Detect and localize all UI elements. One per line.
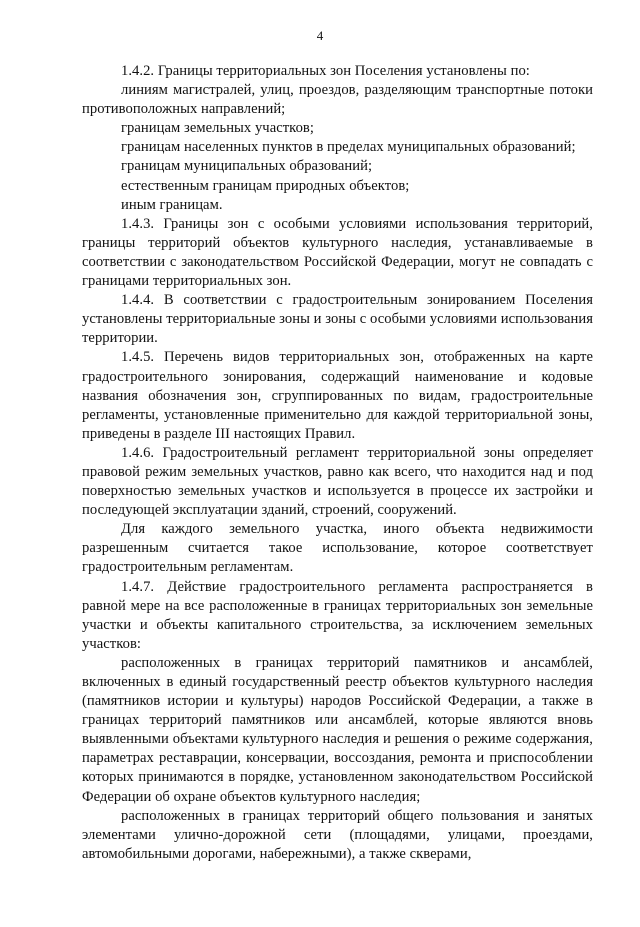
page-number: 4 xyxy=(316,28,324,43)
list-item-land-plots: границам земельных участков; xyxy=(121,120,314,137)
document-body xyxy=(82,62,593,864)
list-item-highways: линиям магистралей, улиц, проездов, разделяющим транспортные потоки противоположных направлений; xyxy=(82,82,593,118)
paragraph-permitted-use: Для каждого земельного участка, иного объекта недвижимости разрешенным считается такое использование, которое соответствует градостроительным регламентам. xyxy=(82,521,593,576)
list-item-municipal: границам муниципальных образований; xyxy=(121,158,373,175)
paragraph-1-4-7: 1.4.7. Действие градостроительного регламента распространяется в равной мере на все расположенные в границах территориальных зон земельные участки и объекты капитального строительства, за исключением земельных участков: xyxy=(82,578,593,652)
paragraph-1-4-2: 1.4.2. Границы территориальных зон Поселения установлены по: xyxy=(121,63,530,79)
list-item-settlements: границам населенных пунктов в пределах муниципальных образований; xyxy=(121,139,576,156)
list-item-natural: естественным границам природных объектов; xyxy=(121,177,410,194)
paragraph-1-4-4: 1.4.4. В соответствии с градостроительным зонированием Поселения установлены территориальные зоны и зоны с особыми условиями использования территории. xyxy=(82,292,593,347)
paragraph-1-4-5: 1.4.5. Перечень видов территориальных зон, отображенных на карте градостроительного зонирования, содержащий наименование и кодовые названия обозначения зон, сгруппированных по видам, градостроительные регламенты, установленные применительно для каждой территориальной зоны, приведены в разделе III настоящих Правил. xyxy=(82,349,593,442)
list-item-monuments: расположенных в границах территорий памятников и ансамблей, включенных в единый государственный реестр объектов культурного наследия (памятников истории и культуры) народов Российской Федерации, а также в границах территорий памятников или ансамблей, которые являются вновь выявленными объектами культурного наследия и решения о режиме содержания, параметрах реставрации, консервации, воссоздания, ремонта и приспособлении которых принимаются в порядке, установленном законодательством Российской Федерации об охране объектов культурного наследия; xyxy=(82,654,593,805)
list-item-public-territories: расположенных в границах территорий общего пользования и занятых элементами улично-дорожной сети (площадями, улицами, проездами, автомобильными дорогами, набережными), а также скверами, xyxy=(82,807,593,862)
list-item-other: иным границам. xyxy=(121,196,223,213)
paragraph-1-4-3: 1.4.3. Границы зон с особыми условиями использования территорий, границы территорий объектов культурного наследия, устанавливаемые в соответствии с законодательством Российской Федерации, могут не совпадать с границами территориальных зон. xyxy=(82,215,593,290)
paragraph-1-4-6: 1.4.6. Градостроительный регламент территориальной зоны определяет правовой режим земельных участков, равно как всего, что находится над и под поверхностью земельных участков и используется в процессе их застройки и последующей эксплуатации зданий, строений, сооружений. xyxy=(82,444,593,519)
